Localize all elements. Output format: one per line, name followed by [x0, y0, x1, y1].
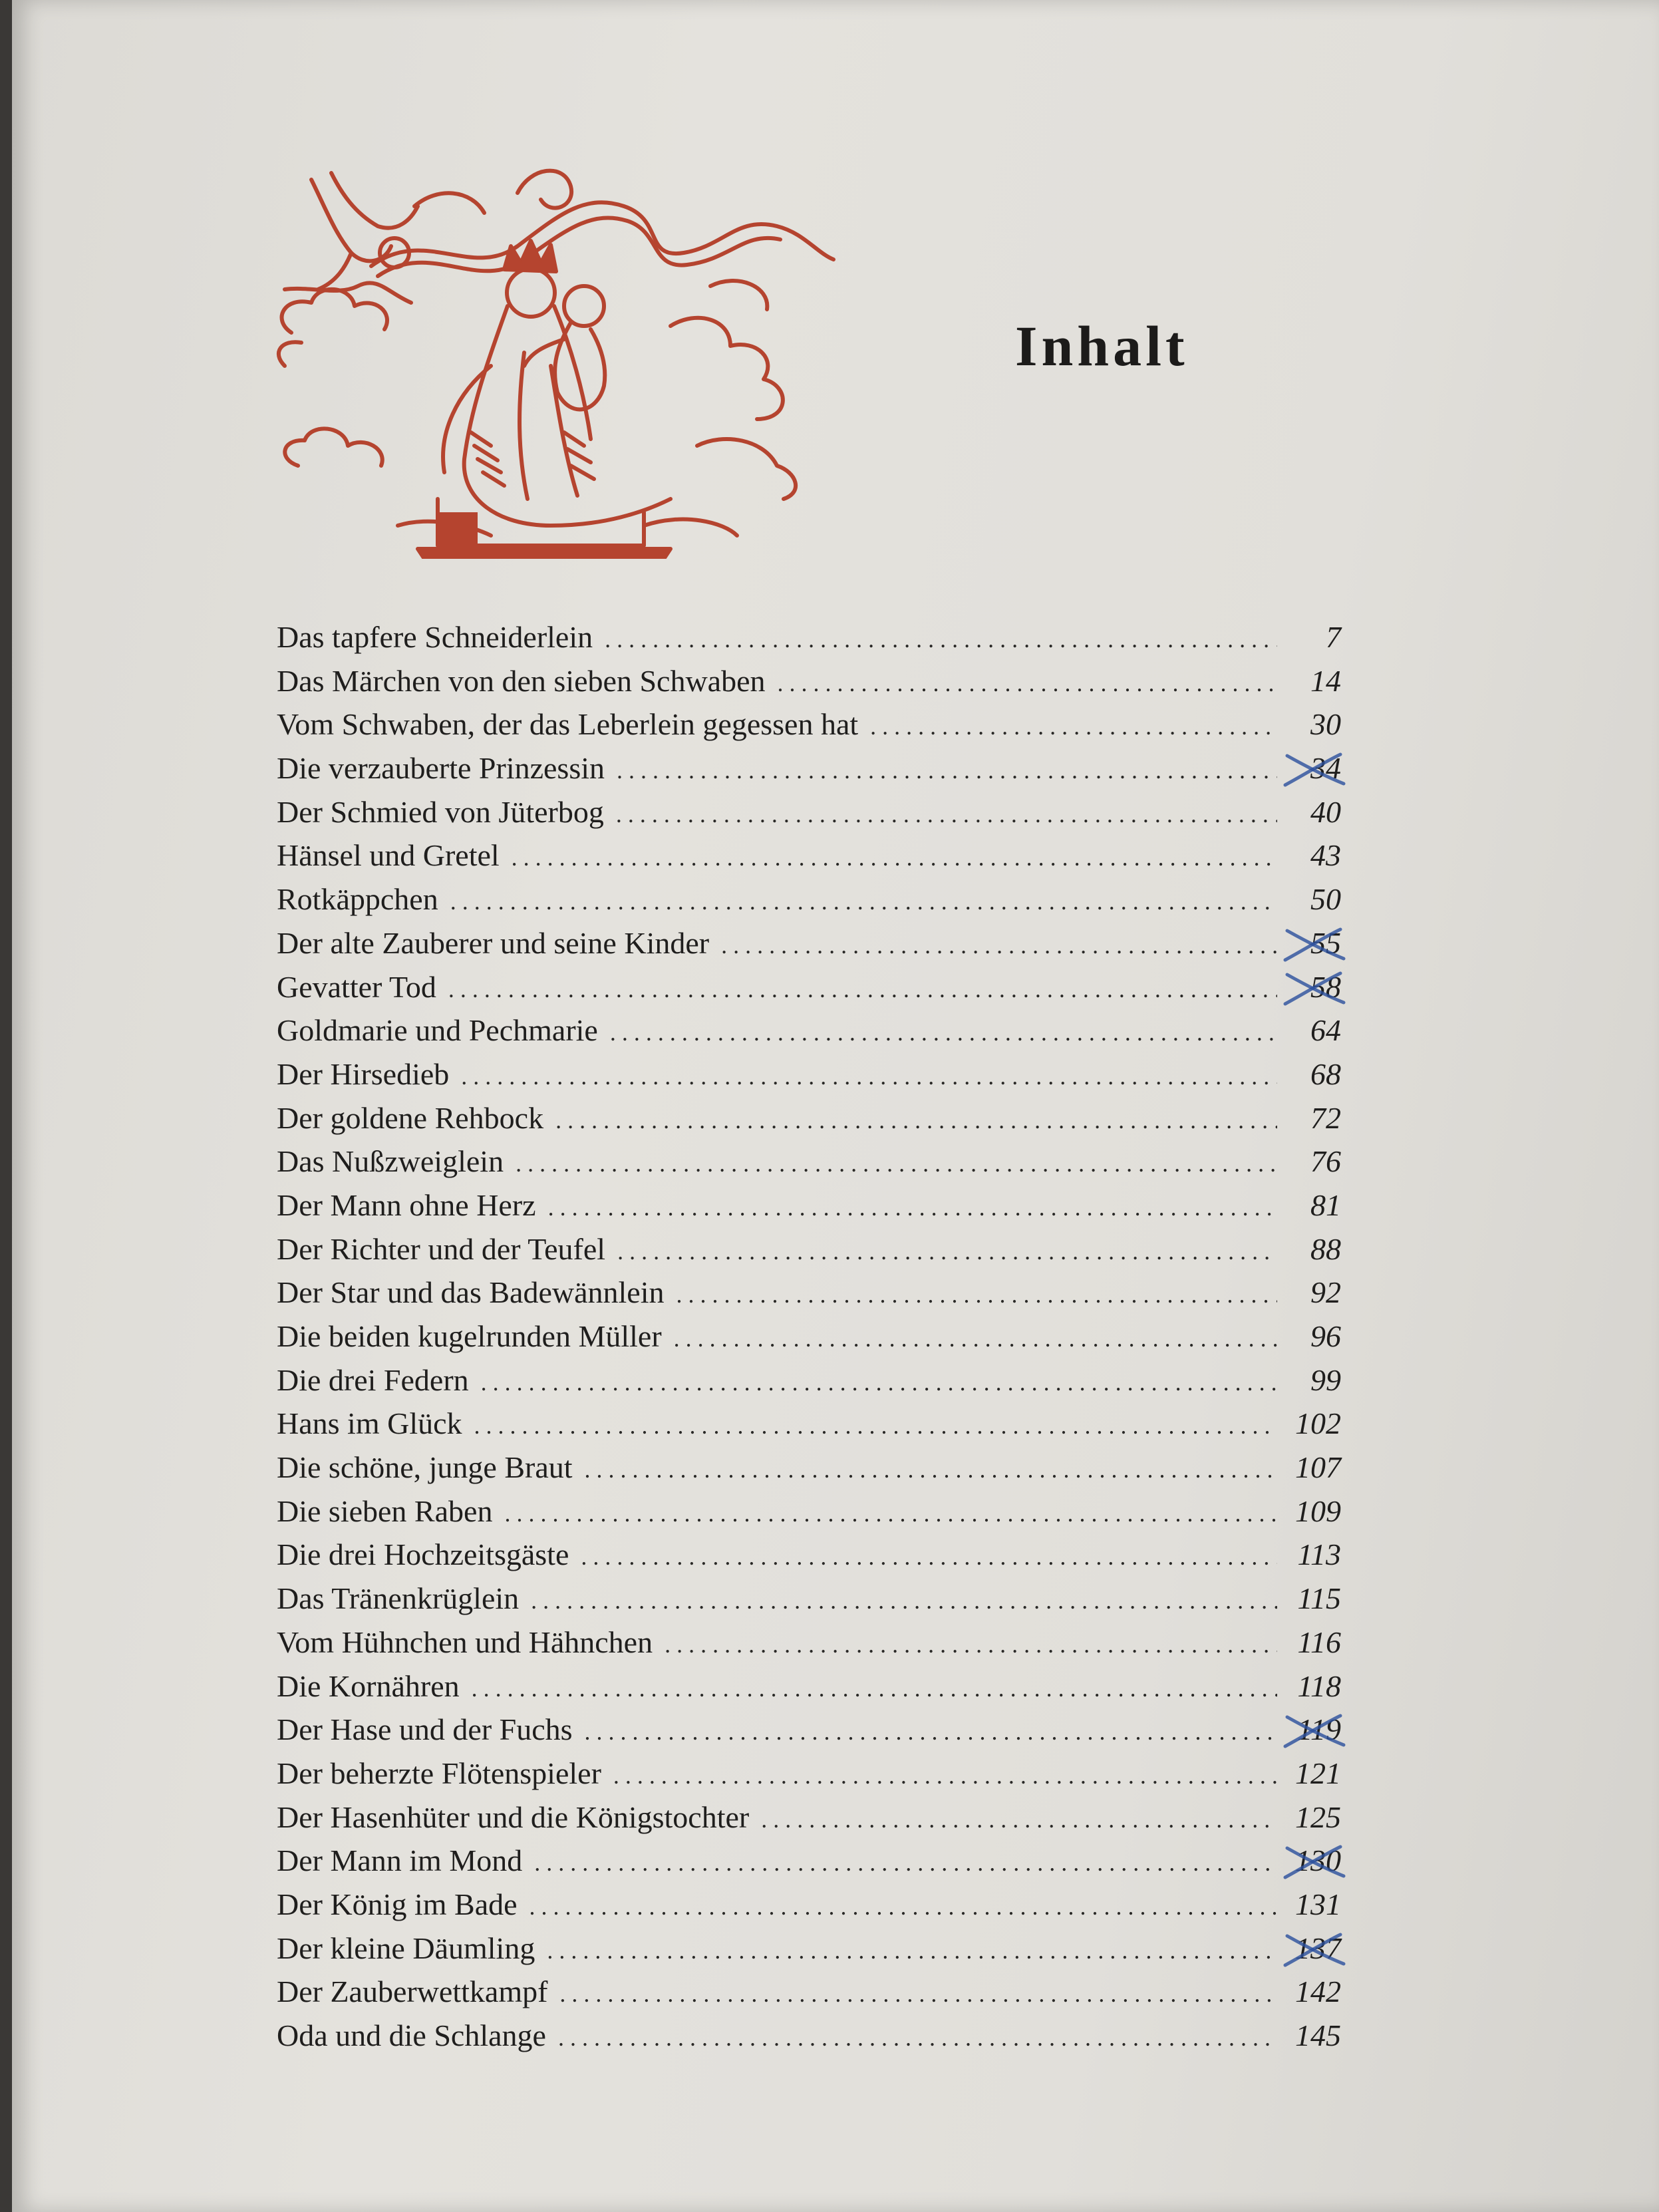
toc-entry [277, 1708, 1341, 1752]
toc-entry-title: Der Star und das Badewännlein [277, 1275, 665, 1310]
toc-entry-title: Die drei Hochzeitsgäste [277, 1537, 569, 1572]
toc-leader-dots [605, 618, 1277, 662]
toc-entry [277, 1752, 1341, 1796]
toc-leader-dots [610, 1011, 1277, 1055]
toc-entry-title: Der goldene Rehbock [277, 1100, 544, 1135]
toc-page-number: 14 [1310, 663, 1341, 698]
toc-entry [277, 1664, 1341, 1708]
table-of-contents [277, 615, 1341, 2058]
toc-leader-dots [585, 1448, 1277, 1492]
toc-entry-title: Rotkäppchen [277, 882, 438, 917]
toc-entry-title: Der König im Bade [277, 1887, 518, 1921]
toc-page-number: 125 [1295, 1800, 1341, 1834]
toc-entry [277, 1533, 1341, 1577]
toc-leader-dots [548, 1186, 1277, 1230]
toc-entry-page [1277, 1752, 1341, 1796]
toc-entry-page [1277, 1621, 1341, 1664]
toc-entry-page [1277, 1664, 1341, 1708]
toc-entry-title: Der alte Zauberer und seine Kinder [277, 925, 710, 960]
toc-page-number: 116 [1297, 1625, 1341, 1659]
toc-entry-page [1277, 1708, 1341, 1752]
toc-entry-title: Vom Hühnchen und Hähnchen [277, 1625, 653, 1659]
toc-entry-page [1277, 659, 1341, 703]
toc-entry-title: Die drei Federn [277, 1362, 469, 1397]
toc-page-number: 30 [1310, 707, 1341, 742]
toc-page-number: 68 [1310, 1056, 1341, 1091]
toc-page-number: 109 [1295, 1494, 1341, 1528]
toc-entry [277, 746, 1341, 790]
toc-entry-page [1277, 1883, 1341, 1927]
toc-leader-dots [512, 836, 1277, 880]
toc-entry-page [1277, 1839, 1341, 1883]
toc-entry [277, 1358, 1341, 1402]
toc-leader-dots [448, 968, 1277, 1012]
toc-entry-page [1277, 1227, 1341, 1271]
toc-entry-page [1277, 703, 1341, 746]
angel-and-queen-vignette-icon [271, 153, 857, 559]
toc-entry-title: Der kleine Däumling [277, 1931, 535, 1965]
toc-entry-title: Die beiden kugelrunden Müller [277, 1319, 662, 1353]
toc-entry-title: Vom Schwaben, der das Leberlein gegessen hat [277, 707, 859, 742]
book-page [12, 0, 1659, 2212]
toc-entry-title: Der Mann ohne Herz [277, 1187, 536, 1222]
toc-page-number: 142 [1295, 1975, 1341, 2009]
page-title: Inhalt [1015, 314, 1189, 378]
toc-entry [277, 921, 1341, 965]
toc-leader-dots [674, 1317, 1277, 1361]
toc-page-number: 88 [1310, 1231, 1341, 1266]
toc-entry [277, 1271, 1341, 1315]
toc-entry [277, 1490, 1341, 1533]
toc-page-number: 92 [1310, 1275, 1341, 1310]
toc-entry-title: Die Kornähren [277, 1668, 460, 1703]
toc-page-number: 131 [1295, 1887, 1341, 1921]
toc-entry-page [1277, 1096, 1341, 1140]
toc-leader-dots [461, 1055, 1277, 1099]
toc-entry-page [1277, 790, 1341, 834]
toc-page-number: 99 [1310, 1362, 1341, 1397]
toc-entry-title: Das Tränenkrüglein [277, 1581, 520, 1616]
toc-leader-dots [581, 1535, 1277, 1579]
toc-entry-title: Der Hirsedieb [277, 1056, 450, 1091]
toc-entry-page [1277, 921, 1341, 965]
toc-entry-title: Die verzauberte Prinzessin [277, 751, 605, 786]
toc-leader-dots [529, 1885, 1277, 1929]
toc-entry-title: Das Märchen von den sieben Schwaben [277, 663, 766, 698]
toc-entry-title: Gevatter Tod [277, 969, 436, 1004]
toc-page-number: 40 [1310, 794, 1341, 829]
toc-leader-dots [481, 1361, 1277, 1405]
toc-entry [277, 965, 1341, 1009]
toc-page-number: 55 [1310, 925, 1341, 960]
toc-entry [277, 1009, 1341, 1052]
toc-entry [277, 615, 1341, 659]
toc-leader-dots [474, 1404, 1277, 1448]
toc-leader-dots [450, 880, 1277, 924]
toc-entry-page [1277, 1490, 1341, 1533]
toc-entry [277, 1096, 1341, 1140]
toc-entry-page [1277, 1796, 1341, 1839]
toc-entry [277, 1402, 1341, 1446]
toc-page-number: 137 [1295, 1931, 1341, 1965]
toc-entry-page [1277, 1358, 1341, 1402]
toc-entry-title: Die sieben Raben [277, 1494, 493, 1528]
toc-leader-dots [516, 1142, 1277, 1186]
toc-entry-title: Der Zauberwettkampf [277, 1975, 548, 2009]
toc-page-number: 58 [1310, 969, 1341, 1004]
toc-leader-dots [534, 1841, 1277, 1885]
toc-leader-dots [585, 1710, 1277, 1754]
toc-leader-dots [504, 1492, 1277, 1536]
toc-entry-page [1277, 746, 1341, 790]
toc-leader-dots [531, 1579, 1277, 1623]
toc-entry [277, 790, 1341, 834]
toc-entry-page [1277, 1009, 1341, 1052]
toc-entry [277, 1577, 1341, 1621]
toc-entry [277, 1796, 1341, 1839]
toc-page-number: 145 [1295, 2018, 1341, 2052]
toc-entry [277, 834, 1341, 877]
toc-page-number: 107 [1295, 1450, 1341, 1485]
toc-entry-page [1277, 1140, 1341, 1184]
toc-page-number: 113 [1297, 1537, 1341, 1572]
toc-entry-page [1277, 1184, 1341, 1227]
toc-entry-page [1277, 1315, 1341, 1358]
toc-entry-page [1277, 877, 1341, 921]
toc-leader-dots [547, 1929, 1277, 1973]
toc-entry-page [1277, 1927, 1341, 1971]
toc-entry-title: Das tapfere Schneiderlein [277, 620, 593, 654]
toc-page-number: 72 [1310, 1100, 1341, 1135]
toc-entry [277, 1227, 1341, 1271]
toc-page-number: 50 [1310, 882, 1341, 917]
toc-entry [277, 1883, 1341, 1927]
toc-page-number: 76 [1310, 1144, 1341, 1179]
toc-page-number: 102 [1295, 1406, 1341, 1441]
toc-page-number: 121 [1295, 1756, 1341, 1790]
toc-leader-dots [617, 1230, 1277, 1274]
toc-leader-dots [870, 705, 1277, 749]
toc-entry-page [1277, 1052, 1341, 1096]
toc-entry-page [1277, 965, 1341, 1009]
toc-entry-page [1277, 1533, 1341, 1577]
toc-leader-dots [559, 1973, 1277, 2016]
toc-leader-dots [472, 1667, 1277, 1711]
toc-entry-page [1277, 1970, 1341, 2014]
toc-entry-title: Die schöne, junge Braut [277, 1450, 573, 1485]
toc-entry [277, 1140, 1341, 1184]
toc-page-number: 115 [1297, 1581, 1341, 1616]
toc-entry-title: Hans im Glück [277, 1406, 462, 1441]
toc-entry-title: Der Mann im Mond [277, 1843, 523, 1878]
toc-entry-title: Der beherzte Flötenspieler [277, 1756, 601, 1790]
toc-entry [277, 1315, 1341, 1358]
toc-entry [277, 1839, 1341, 1883]
toc-leader-dots [778, 662, 1278, 706]
toc-leader-dots [558, 2016, 1277, 2060]
toc-entry-page [1277, 1577, 1341, 1621]
toc-entry-page [1277, 1402, 1341, 1446]
toc-leader-dots [555, 1099, 1277, 1143]
toc-leader-dots [677, 1273, 1277, 1317]
toc-page-number: 64 [1310, 1013, 1341, 1048]
toc-entry-title: Goldmarie und Pechmarie [277, 1013, 598, 1048]
toc-entry [277, 703, 1341, 746]
toc-page-number: 34 [1310, 751, 1341, 786]
toc-entry [277, 1184, 1341, 1227]
toc-page-number: 7 [1326, 620, 1341, 654]
toc-entry [277, 1927, 1341, 1971]
toc-entry [277, 659, 1341, 703]
toc-leader-dots [761, 1798, 1277, 1842]
toc-entry-page [1277, 1446, 1341, 1490]
toc-entry [277, 1052, 1341, 1096]
toc-page-number: 96 [1310, 1319, 1341, 1353]
toc-entry-page [1277, 1271, 1341, 1315]
toc-entry-page [1277, 2014, 1341, 2058]
toc-page-number: 43 [1310, 838, 1341, 873]
toc-leader-dots [617, 749, 1277, 793]
toc-entry-title: Oda und die Schlange [277, 2018, 546, 2052]
toc-leader-dots [616, 793, 1277, 837]
toc-entry-title: Das Nußzweiglein [277, 1144, 504, 1179]
toc-entry-title: Der Richter und der Teufel [277, 1231, 606, 1266]
toc-entry-title: Hänsel und Gretel [277, 838, 500, 873]
toc-entry [277, 1446, 1341, 1490]
toc-entry [277, 877, 1341, 921]
toc-entry [277, 1621, 1341, 1664]
toc-entry [277, 2014, 1341, 2058]
toc-leader-dots [721, 924, 1277, 968]
toc-entry-title: Der Hasenhüter und die Königstochter [277, 1800, 750, 1834]
toc-entry-page [1277, 834, 1341, 877]
toc-page-number: 130 [1295, 1843, 1341, 1878]
toc-leader-dots [665, 1623, 1277, 1667]
toc-entry [277, 1970, 1341, 2014]
toc-entry-title: Der Schmied von Jüterbog [277, 794, 604, 829]
toc-page-number: 118 [1297, 1668, 1341, 1703]
toc-leader-dots [613, 1754, 1277, 1798]
toc-page-number: 119 [1297, 1712, 1341, 1747]
toc-entry-title: Der Hase und der Fuchs [277, 1712, 573, 1747]
toc-entry-page [1277, 615, 1341, 659]
toc-page-number: 81 [1310, 1187, 1341, 1222]
